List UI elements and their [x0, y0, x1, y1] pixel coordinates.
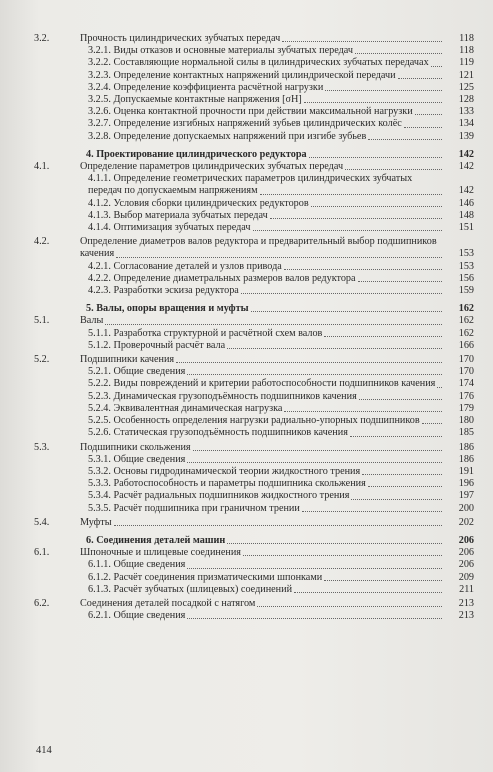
dot-leader	[284, 269, 442, 270]
page-ref: 118	[459, 33, 474, 44]
dot-leader	[304, 102, 442, 103]
page-ref: 146	[458, 197, 474, 209]
entry-title: 3.2.5. Допускаемые контактные напряжения [σH]	[88, 94, 302, 106]
page-ref: 142	[458, 148, 474, 160]
dot-leader	[368, 139, 442, 140]
toc-entry[interactable]	[34, 559, 474, 571]
section-number: 5.1.	[34, 315, 50, 327]
page-ref: 170	[458, 366, 474, 378]
entry-title: 6.2.1. Общие сведения	[88, 610, 186, 622]
dot-leader	[415, 114, 442, 115]
toc-entry[interactable]	[34, 427, 474, 439]
dot-leader	[350, 436, 442, 437]
entry-title: 5.3.4. Расчёт радиальных подшипников жидкостного трения	[88, 490, 350, 502]
page-ref: 119	[459, 57, 474, 69]
toc-entry[interactable]	[34, 610, 474, 622]
toc-entry[interactable]	[34, 598, 474, 610]
toc-entry[interactable]	[34, 57, 474, 69]
page-ref: 118	[459, 45, 474, 57]
entry-title: Подшипники скольжения	[80, 441, 191, 453]
dot-leader	[270, 218, 442, 219]
entry-title: 5.2.3. Динамическая грузоподъёмность подшипников качения	[88, 390, 357, 402]
entry-title: 6.1.2. Расчёт соединения призматическими шпонками	[88, 571, 323, 583]
entry-title: 3.2.3. Определение контактных напряжений цилиндрической передачи	[88, 69, 396, 81]
toc-entry[interactable]	[34, 490, 474, 502]
entry-title: Валы	[80, 315, 104, 327]
entry-title: Шпоночные и шлицевые соединения	[80, 547, 241, 559]
dot-leader	[351, 499, 442, 500]
entry-title: Муфты	[80, 516, 112, 528]
entry-title: 5.2.2. Виды повреждений и критерии работоспособности подшипников качения	[88, 378, 436, 390]
dot-leader	[116, 257, 442, 258]
table-of-contents	[34, 33, 474, 622]
dot-leader	[359, 399, 442, 400]
entry-title: Определение диаметров валов редуктора и предварительный выбор подшипников качения	[80, 236, 437, 260]
dot-leader	[253, 230, 442, 231]
dot-leader	[227, 348, 442, 349]
page-ref: 179	[458, 402, 474, 414]
toc-entry[interactable]	[34, 340, 474, 352]
page-ref: 139	[458, 130, 474, 142]
entry-title: Определение параметров цилиндрических зубчатых передач	[80, 161, 344, 173]
entry-title: 3.2.7. Определение изгибных напряжений зубьев цилиндрических колёс	[88, 118, 402, 130]
entry-title: 5.2.5. Особенность определения нагрузки радиально-упорных подшипников	[88, 415, 420, 427]
toc-entry[interactable]	[34, 442, 474, 454]
page-ref: 211	[459, 583, 474, 595]
section-number: 5.2.	[34, 354, 50, 366]
toc-entry[interactable]	[34, 354, 474, 366]
dot-leader	[176, 362, 442, 363]
dot-leader	[114, 525, 442, 526]
dot-leader	[187, 374, 442, 375]
dot-leader	[282, 41, 442, 42]
toc-entry[interactable]	[34, 403, 474, 415]
entry-title: 3.2.4. Определение коэффициента расчётной нагрузки	[88, 81, 324, 93]
entry-title: Подшипники качения	[80, 354, 175, 366]
page-ref: 174	[458, 378, 474, 390]
toc-entry[interactable]	[34, 198, 474, 210]
page-ref: 196	[458, 478, 474, 490]
dot-leader	[437, 387, 442, 388]
toc-entry[interactable]	[34, 478, 474, 490]
page-ref: 185	[458, 427, 474, 439]
page-ref: 206	[458, 559, 474, 571]
entry-title: 4.2.2. Определение диаметральных размеров валов редуктора	[88, 272, 356, 284]
section-number: 3.2.	[34, 33, 50, 44]
toc-entry[interactable]	[34, 454, 474, 466]
page-ref: 202	[458, 516, 474, 528]
toc-entry[interactable]	[34, 547, 474, 559]
page-ref: 148	[458, 209, 474, 221]
page-ref: 197	[458, 490, 474, 502]
toc-entry[interactable]	[34, 273, 474, 285]
page-ref: 206	[458, 547, 474, 559]
toc-entry[interactable]	[34, 366, 474, 378]
toc-entry[interactable]	[34, 261, 474, 273]
toc-entry[interactable]	[34, 572, 474, 584]
page-ref: 153	[458, 260, 474, 272]
entry-title: 3.2.8. Определение допускаемых напряжений при изгибе зубьев	[88, 130, 367, 142]
section-number: 6.2.	[34, 597, 50, 609]
toc-entry[interactable]	[34, 210, 474, 222]
page-ref: 156	[458, 272, 474, 284]
entry-title: Соединения деталей посадкой с натягом	[80, 597, 256, 609]
entry-title: 4.1.2. Условия сборки цилиндрических редукторов	[88, 197, 309, 209]
toc-entry[interactable]	[34, 503, 474, 515]
toc-entry[interactable]	[34, 118, 474, 130]
dot-leader	[241, 293, 442, 294]
entry-title: 3.2.1. Виды отказов и основные материалы зубчатых передач	[88, 45, 354, 57]
dot-leader	[294, 592, 442, 593]
page-ref: 166	[458, 339, 474, 351]
entry-title: 4. Проектирование цилиндрического редуктора	[86, 148, 307, 160]
toc-entry[interactable]	[34, 222, 474, 234]
toc-entry[interactable]	[34, 33, 474, 45]
page-ref: 209	[458, 571, 474, 583]
entry-title: 6.1.3. Расчёт зубчатых (шлицевых) соединений	[88, 583, 293, 595]
entry-title: 4.2.3. Разработки эскиза редуктора	[88, 285, 239, 297]
toc-entry[interactable]	[34, 285, 474, 297]
page-ref: 125	[458, 81, 474, 93]
toc-entry[interactable]	[34, 328, 474, 340]
page-ref: 142	[458, 185, 474, 197]
page-ref: 162	[458, 303, 474, 315]
page-ref: 206	[458, 534, 474, 546]
entry-title: 5.3.3. Работоспособность и параметры подшипника скольжения	[88, 478, 366, 490]
page-ref: 191	[458, 465, 474, 477]
section-number: 5.3.	[34, 441, 50, 453]
dot-leader	[362, 474, 442, 475]
page-ref: 121	[458, 69, 474, 81]
dot-leader	[193, 450, 442, 451]
section-number: 4.1.	[34, 161, 50, 173]
page-ref: 170	[458, 354, 474, 366]
dot-leader	[431, 66, 442, 67]
entry-title: 5.2.4. Эквивалентная динамическая нагрузка	[88, 402, 283, 414]
dot-leader	[324, 580, 442, 581]
dot-leader	[284, 411, 442, 412]
page-ref: 176	[458, 390, 474, 402]
toc-entry[interactable]	[34, 131, 474, 143]
toc-entry[interactable]	[34, 315, 474, 327]
toc-entry[interactable]	[34, 391, 474, 403]
dot-leader	[355, 53, 442, 54]
toc-entry[interactable]	[34, 584, 474, 596]
dot-leader	[227, 543, 442, 544]
entry-title: 6. Соединения деталей машин	[86, 534, 226, 546]
dot-leader	[105, 324, 442, 325]
toc-entry[interactable]	[34, 236, 474, 260]
page-ref: 134	[458, 118, 474, 130]
toc-entry[interactable]	[34, 378, 474, 390]
toc-entry[interactable]	[34, 45, 474, 57]
dot-leader	[345, 169, 442, 170]
dot-leader	[187, 618, 442, 619]
page-ref: 128	[458, 94, 474, 106]
page-ref: 186	[458, 441, 474, 453]
entry-title: 5.3.2. Основы гидродинамической теории жидкостного трения	[88, 465, 361, 477]
page-number: 414	[36, 745, 52, 756]
toc-entry[interactable]	[34, 106, 474, 118]
entry-title: 3.2.2. Составляющие нормальной силы в цилиндрических зубчатых передачах	[88, 57, 429, 69]
toc-entry[interactable]	[34, 94, 474, 106]
dot-leader	[404, 127, 442, 128]
toc-entry[interactable]	[34, 415, 474, 427]
toc-entry[interactable]	[34, 303, 474, 315]
page-ref: 133	[458, 106, 474, 118]
entry-title: 6.1.1. Общие сведения	[88, 559, 186, 571]
dot-leader	[398, 78, 442, 79]
page-ref: 159	[458, 285, 474, 297]
toc-entry[interactable]	[34, 70, 474, 82]
entry-title: 4.1.4. Оптимизация зубчатых передач	[88, 222, 251, 234]
toc-entry[interactable]	[34, 149, 474, 161]
entry-title: 5. Валы, опоры вращения и муфты	[86, 303, 249, 315]
page-ref: 151	[458, 222, 474, 234]
entry-title: 5.1.1. Разработка структурной и расчётной схем валов	[88, 327, 323, 339]
dot-leader	[260, 194, 442, 195]
entry-title: 4.2.1. Согласование деталей и узлов привода	[88, 260, 282, 272]
toc-entry[interactable]	[34, 535, 474, 547]
entry-title: 4.1.1. Определение геометрических параметров цилиндрических зубчатых передач по допускаемым напряжениям	[88, 173, 413, 197]
dot-leader	[251, 311, 442, 312]
page-ref: 200	[458, 502, 474, 514]
toc-entry[interactable]	[34, 82, 474, 94]
dot-leader	[311, 206, 442, 207]
dot-leader	[187, 462, 442, 463]
section-number: 5.4.	[34, 516, 50, 528]
page-ref: 186	[458, 453, 474, 465]
toc-entry[interactable]	[34, 466, 474, 478]
dot-leader	[325, 90, 442, 91]
dot-leader	[358, 281, 442, 282]
entry-title: 5.3.1. Общие сведения	[88, 453, 186, 465]
toc-entry[interactable]	[34, 161, 474, 173]
dot-leader	[324, 336, 442, 337]
page-ref: 180	[458, 415, 474, 427]
dot-leader	[368, 486, 442, 487]
entry-title: 5.3.5. Расчёт подшипника при граничном трении	[88, 502, 300, 514]
entry-title: 5.2.6. Статическая грузоподъёмность подшипников качения	[88, 427, 348, 439]
toc-entry[interactable]	[34, 517, 474, 529]
section-number: 4.2.	[34, 236, 50, 248]
entry-title: 3.2.6. Оценка контактной прочности при действии максимальной нагрузки	[88, 106, 413, 118]
page-ref: 142	[458, 161, 474, 173]
page-ref: 162	[458, 315, 474, 327]
page-ref: 153	[458, 248, 474, 260]
entry-title: 4.1.3. Выбор материала зубчатых передач	[88, 209, 268, 221]
dot-leader	[309, 157, 442, 158]
toc-entry[interactable]	[34, 173, 474, 197]
dot-leader	[257, 606, 442, 607]
dot-leader	[243, 555, 442, 556]
dot-leader	[302, 511, 442, 512]
entry-title: Прочность цилиндрических зубчатых передач	[80, 33, 281, 44]
dot-leader	[187, 568, 442, 569]
entry-title: 5.1.2. Проверочный расчёт вала	[88, 339, 226, 351]
page-ref: 213	[458, 610, 474, 622]
page-ref: 162	[458, 327, 474, 339]
entry-title: 5.2.1. Общие сведения	[88, 366, 186, 378]
dot-leader	[422, 423, 442, 424]
page-ref: 213	[458, 597, 474, 609]
section-number: 6.1.	[34, 547, 50, 559]
